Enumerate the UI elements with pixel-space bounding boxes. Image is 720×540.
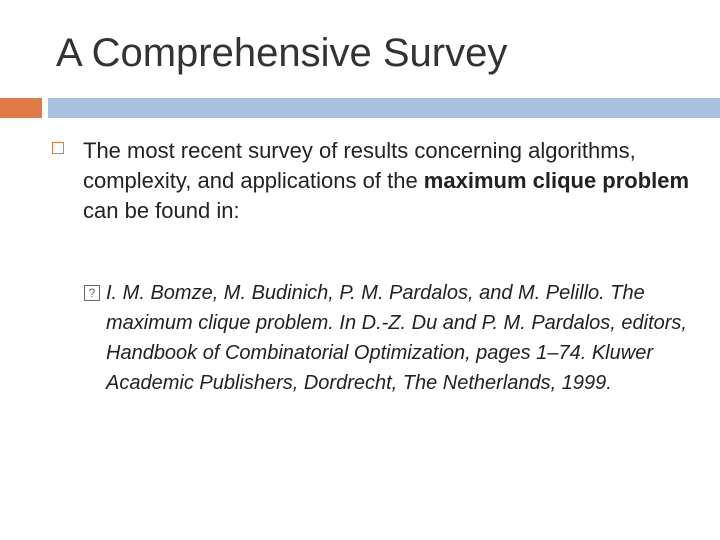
- square-bullet-icon: [52, 142, 64, 154]
- missing-glyph-icon: ?: [84, 285, 100, 301]
- reference-citation: I. M. Bomze, M. Budinich, P. M. Pardalos, and M. Pelillo. The maximum clique problem. In D.-Z. Du and P. M. Pardalos, editors, Handbook of Combinatorial Optimization, pages 1–74. Kluwer Academic Publishers, Dordrecht, The Netherlands, 1999.: [106, 282, 687, 394]
- bullet-text-before: The most recent survey of results concerning algorithms, complexity, and applications of the: [83, 138, 636, 193]
- slide-title: A Comprehensive Survey: [56, 31, 508, 75]
- bullet-text-after: can be found in:: [83, 198, 240, 223]
- bullet-paragraph: [83, 136, 695, 226]
- divider-bar: [48, 98, 720, 118]
- bullet-bold-text: maximum clique problem: [423, 168, 690, 193]
- divider-accent: [0, 98, 42, 118]
